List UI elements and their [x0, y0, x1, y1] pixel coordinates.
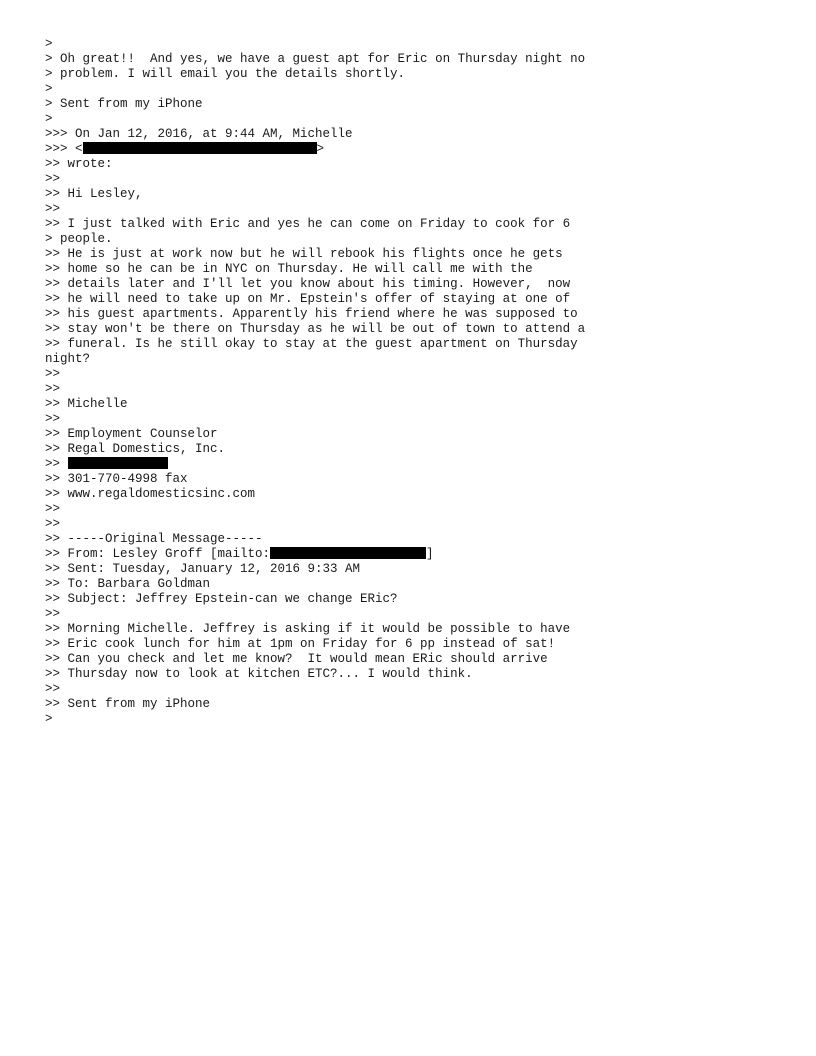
to-header-line: >> To: Barbara Goldman	[45, 577, 211, 591]
redacted-email-line	[45, 142, 805, 157]
quote-line: >>	[45, 412, 61, 426]
quote-line: > people.	[45, 232, 113, 246]
quote-line: >>	[45, 517, 61, 531]
quote-line: >> Can you check and let me know? It would mean ERic should arrive	[45, 652, 548, 666]
quote-line: >> He is just at work now but he will rebook his flights once he gets	[45, 247, 563, 261]
quote-line: >> home so he can be in NYC on Thursday. He will call me with the	[45, 262, 533, 276]
quote-line: >> Thursday now to look at kitchen ETC?... I would think.	[45, 667, 473, 681]
subject-header-line: >> Subject: Jeffrey Epstein-can we change ERic?	[45, 592, 398, 606]
quote-line: >> funeral. Is he still okay to stay at the guest apartment on Thursday	[45, 337, 578, 351]
quote-line: >	[45, 712, 53, 726]
quote-line: >>	[45, 172, 61, 186]
quote-line: >>	[45, 382, 61, 396]
quote-line: >> he will need to take up on Mr. Epstein's offer of staying at one of	[45, 292, 571, 306]
quote-line: > Oh great!! And yes, we have a guest apt for Eric on Thursday night no	[45, 52, 586, 66]
line-prefix: >>	[45, 457, 68, 471]
redacted-phone-line	[45, 457, 805, 472]
quote-line: >	[45, 112, 53, 126]
sent-header-line: >> Sent: Tuesday, January 12, 2016 9:33 AM	[45, 562, 361, 576]
signature-name: >> Michelle	[45, 397, 128, 411]
quote-line: >>	[45, 502, 61, 516]
redaction-box	[83, 142, 317, 154]
redaction-box	[68, 457, 168, 469]
line-suffix: ]	[426, 547, 434, 561]
original-message-divider: >> -----Original Message-----	[45, 532, 263, 546]
quote-line: >> stay won't be there on Thursday as he will be out of town to attend a	[45, 322, 586, 336]
quote-line: >>	[45, 607, 61, 621]
quote-line: >>	[45, 367, 61, 381]
quote-line: >> Sent from my iPhone	[45, 697, 211, 711]
line-suffix: >	[316, 142, 325, 156]
quote-line: >> details later and I'll let you know about his timing. However, now	[45, 277, 571, 291]
quote-line: >	[45, 82, 53, 96]
quote-line: > problem. I will email you the details shortly.	[45, 67, 406, 81]
redacted-from-line	[45, 547, 805, 562]
signature-title: >> Employment Counselor	[45, 427, 218, 441]
email-body	[45, 37, 805, 727]
line-prefix: >>> <	[45, 142, 83, 156]
quote-line: >> Morning Michelle. Jeffrey is asking if it would be possible to have	[45, 622, 571, 636]
signature-website: >> www.regaldomesticsinc.com	[45, 487, 256, 501]
line-prefix: >> From: Lesley Groff [mailto:	[45, 547, 271, 561]
quote-line: >>	[45, 202, 61, 216]
quote-line: >>	[45, 682, 61, 696]
redaction-box	[270, 547, 426, 559]
quote-line: >> his guest apartments. Apparently his friend where he was supposed to	[45, 307, 578, 321]
quote-line: >> I just talked with Eric and yes he can come on Friday to cook for 6	[45, 217, 571, 231]
quote-line: >> wrote:	[45, 157, 113, 171]
signature-fax: >> 301-770-4998 fax	[45, 472, 188, 486]
greeting-line: >> Hi Lesley,	[45, 187, 143, 201]
quote-line: > Sent from my iPhone	[45, 97, 203, 111]
quote-header-line: >>> On Jan 12, 2016, at 9:44 AM, Michelle	[45, 127, 353, 141]
quote-line: >> Eric cook lunch for him at 1pm on Friday for 6 pp instead of sat!	[45, 637, 556, 651]
signature-company: >> Regal Domestics, Inc.	[45, 442, 226, 456]
quote-line: >	[45, 37, 53, 51]
quote-line: night?	[45, 352, 91, 366]
